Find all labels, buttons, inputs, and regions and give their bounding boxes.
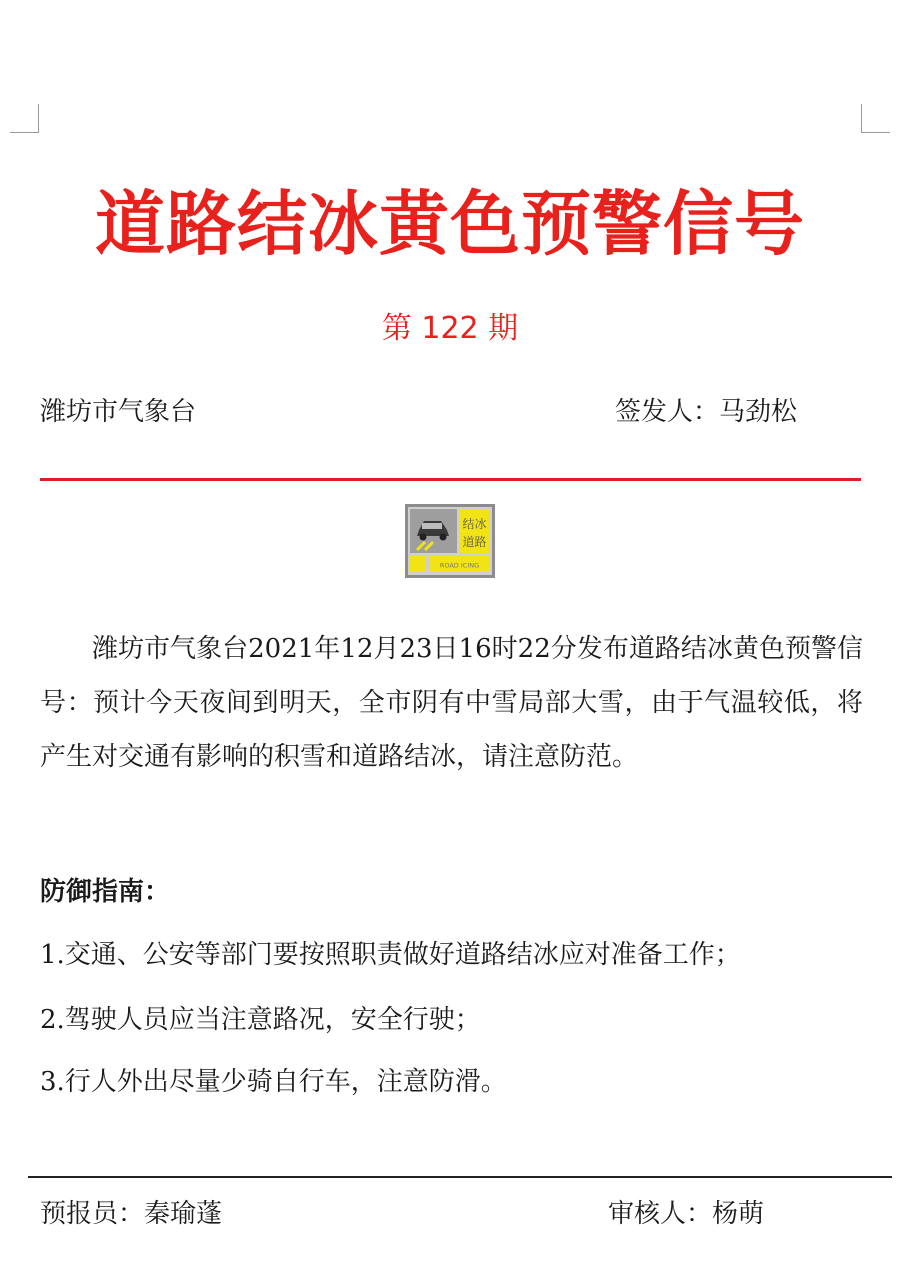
forecaster: 预报员：秦瑜蓬 — [40, 1199, 223, 1229]
reviewer: 审核人：杨萌 — [608, 1199, 765, 1229]
guidance-item: 1.交通、公安等部门要按照职责做好道路结冰应对准备工作； — [40, 940, 741, 970]
road-icing-yellow-warning-icon — [405, 504, 495, 578]
issuing-organization: 潍坊市气象台 — [40, 397, 197, 427]
warning-body-paragraph: 潍坊市气象台2021年12月23日16时22分发布道路结冰黄色预警信号：预计今天夜间到明天，全市阴有中雪局部大雪，由于气温较低，将产生对交通有影响的积雪和道路结冰，请注意防范。 — [40, 634, 863, 772]
icon-code: ROAD ICING — [439, 561, 480, 570]
guidance-heading: 防御指南： — [40, 877, 171, 907]
page-corner-mark-top-left — [10, 104, 39, 133]
header-divider — [40, 478, 861, 481]
guidance-item: 3.行人外出尽量少骑自行车，注意防滑。 — [40, 1067, 507, 1097]
icon-label-bottom: 道路 — [462, 535, 487, 549]
issue-number: 第 122 期 — [381, 311, 519, 346]
icon-label-top: 结冰 — [462, 517, 487, 531]
footer-divider — [28, 1176, 892, 1178]
warning-title: 道路结冰黄色预警信号 — [95, 183, 805, 265]
page-corner-mark-top-right — [861, 104, 890, 133]
issuer-signature: 签发人：马劲松 — [615, 397, 798, 427]
guidance-item: 2.驾驶人员应当注意路况，安全行驶； — [40, 1005, 481, 1035]
